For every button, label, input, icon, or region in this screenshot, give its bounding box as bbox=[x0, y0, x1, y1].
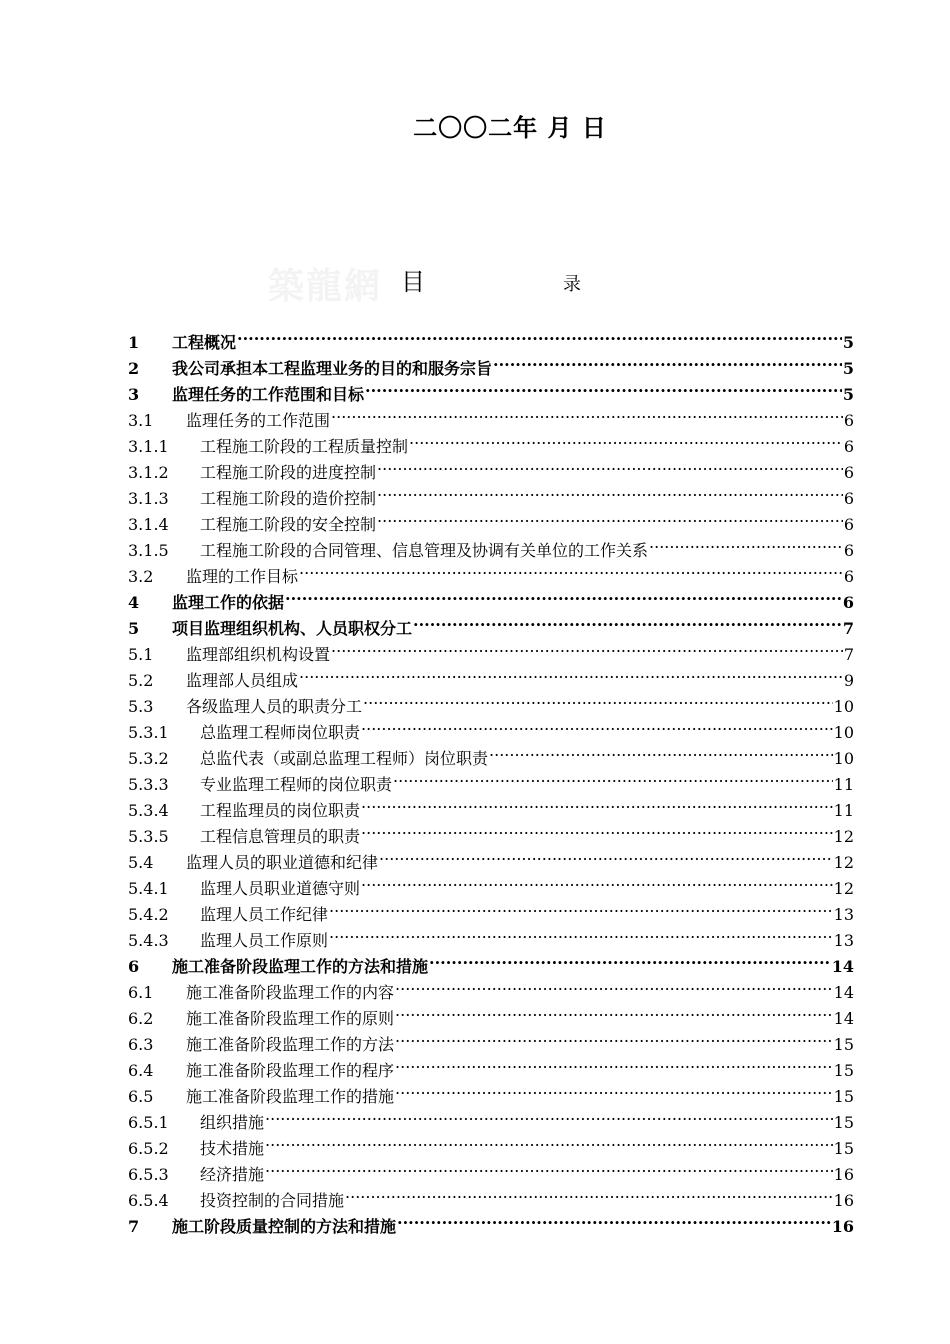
toc-entry-page: 14 bbox=[831, 957, 854, 976]
toc-entry-number: 6.5.1 bbox=[128, 1113, 169, 1132]
toc-entry-number: 5.1 bbox=[128, 645, 154, 664]
toc-entry-title: 工程施工阶段的进度控制 bbox=[200, 463, 377, 482]
toc-leader-dots bbox=[379, 842, 833, 868]
toc-leader-dots bbox=[395, 998, 833, 1024]
toc-leader-dots bbox=[361, 868, 833, 894]
toc-leader-dots bbox=[331, 400, 843, 426]
toc-leader-dots bbox=[395, 1050, 833, 1076]
toc-entry-page: 15 bbox=[833, 1139, 854, 1158]
toc-leader-dots bbox=[377, 452, 843, 478]
toc-leader-dots bbox=[285, 582, 842, 608]
toc-entry-title: 投资控制的合同措施 bbox=[200, 1191, 345, 1210]
toc-leader-dots bbox=[649, 530, 843, 556]
toc-entry-page: 9 bbox=[843, 671, 854, 690]
toc-entry-number: 6.5 bbox=[128, 1087, 154, 1106]
toc-entry-page: 13 bbox=[833, 931, 854, 950]
toc-entry-title: 监理人员的职业道德和纪律 bbox=[186, 853, 379, 872]
toc-entry-page: 6 bbox=[843, 541, 854, 560]
toc-entry-page: 16 bbox=[831, 1217, 854, 1236]
toc-entry-title: 技术措施 bbox=[200, 1139, 265, 1158]
toc-entry-number: 6.4 bbox=[128, 1061, 154, 1080]
toc-leader-dots bbox=[365, 374, 842, 400]
toc-entry-page: 16 bbox=[833, 1165, 854, 1184]
toc-entry-title: 监理的工作目标 bbox=[186, 567, 299, 586]
toc-entry-number: 3.1 bbox=[128, 411, 154, 430]
toc-leader-dots bbox=[397, 1206, 831, 1232]
toc-entry-page: 11 bbox=[833, 775, 854, 794]
toc-entry-page: 11 bbox=[833, 801, 854, 820]
toc-entry-page: 14 bbox=[833, 1009, 854, 1028]
toc-entry-page: 6 bbox=[843, 515, 854, 534]
toc-entry-title: 监理人员工作纪律 bbox=[200, 905, 329, 924]
toc-entry-page: 16 bbox=[833, 1191, 854, 1210]
toc-entry-page: 6 bbox=[843, 567, 854, 586]
toc-entry-number: 5.3 bbox=[128, 697, 154, 716]
toc-entry-number: 3.1.3 bbox=[128, 489, 169, 508]
table-of-contents bbox=[128, 322, 854, 1236]
toc-entry-page: 5 bbox=[842, 333, 854, 352]
toc-entry-title: 监理工作的依据 bbox=[172, 593, 285, 612]
toc-entry-title: 监理部人员组成 bbox=[186, 671, 299, 690]
toc-leader-dots bbox=[265, 1102, 833, 1128]
toc-entry-title: 工程施工阶段的安全控制 bbox=[200, 515, 377, 534]
toc-leader-dots bbox=[345, 1180, 833, 1206]
toc-entry-number: 3.1.4 bbox=[128, 515, 169, 534]
toc-entry-number: 3.1.1 bbox=[128, 437, 169, 456]
toc-entry-number: 5 bbox=[128, 619, 140, 638]
toc-entry[interactable] bbox=[128, 348, 854, 378]
toc-entry-title: 监理任务的工作范围 bbox=[186, 411, 331, 430]
toc-entry-title: 我公司承担本工程监理业务的目的和服务宗旨 bbox=[172, 359, 493, 378]
toc-leader-dots bbox=[361, 816, 833, 842]
toc-entry-title: 监理部组织机构设置 bbox=[186, 645, 331, 664]
toc-entry-title: 监理人员职业道德守则 bbox=[200, 879, 361, 898]
toc-entry-page: 6 bbox=[843, 489, 854, 508]
toc-entry-title: 监理人员工作原则 bbox=[200, 931, 329, 950]
toc-entry-title: 工程信息管理员的职责 bbox=[200, 827, 361, 846]
toc-entry-title: 施工准备阶段监理工作的措施 bbox=[186, 1087, 395, 1106]
toc-entry-number: 3.1.2 bbox=[128, 463, 169, 482]
toc-entry-title: 施工准备阶段监理工作的方法和措施 bbox=[172, 957, 429, 976]
toc-entry-number: 5.3.4 bbox=[128, 801, 169, 820]
toc-entry-page: 10 bbox=[833, 749, 854, 768]
toc-entry-page: 6 bbox=[842, 593, 854, 612]
toc-entry-title: 工程施工阶段的造价控制 bbox=[200, 489, 377, 508]
toc-entry-title: 总监理工程师岗位职责 bbox=[200, 723, 361, 742]
toc-entry-number: 5.3.1 bbox=[128, 723, 169, 742]
toc-leader-dots bbox=[493, 348, 842, 374]
toc-entry-number: 5.4.1 bbox=[128, 879, 169, 898]
toc-entry-page: 13 bbox=[833, 905, 854, 924]
toc-entry-number: 1 bbox=[128, 333, 140, 352]
toc-entry-title: 施工阶段质量控制的方法和措施 bbox=[172, 1217, 397, 1236]
toc-entry-number: 3.2 bbox=[128, 567, 154, 586]
toc-leader-dots bbox=[413, 608, 842, 634]
toc-entry-page: 12 bbox=[833, 853, 854, 872]
toc-entry-number: 5.4.2 bbox=[128, 905, 169, 924]
toc-entry-page: 6 bbox=[843, 437, 854, 456]
toc-title-part1: 目 bbox=[401, 268, 425, 296]
toc-leader-dots bbox=[361, 712, 833, 738]
toc-entry-number: 5.2 bbox=[128, 671, 154, 690]
toc-entry-number: 4 bbox=[128, 593, 140, 612]
toc-entry-number: 5.4.3 bbox=[128, 931, 169, 950]
toc-leader-dots bbox=[331, 634, 843, 660]
toc-entry-number: 5.4 bbox=[128, 853, 154, 872]
toc-leader-dots bbox=[265, 1154, 833, 1180]
toc-entry-title: 各级监理人员的职责分工 bbox=[186, 697, 363, 716]
toc-entry-page: 5 bbox=[842, 385, 854, 404]
toc-entry[interactable] bbox=[128, 322, 854, 352]
toc-entry-title: 工程监理员的岗位职责 bbox=[200, 801, 361, 820]
toc-entry-number: 5.3.3 bbox=[128, 775, 169, 794]
toc-entry-number: 6 bbox=[128, 957, 140, 976]
toc-leader-dots bbox=[489, 738, 833, 764]
toc-entry-page: 6 bbox=[843, 411, 854, 430]
toc-entry-page: 15 bbox=[833, 1035, 854, 1054]
toc-leader-dots bbox=[329, 894, 833, 920]
toc-entry-number: 5.3.2 bbox=[128, 749, 169, 768]
toc-entry-title: 工程施工阶段的工程质量控制 bbox=[200, 437, 409, 456]
toc-entry-title: 经济措施 bbox=[200, 1165, 265, 1184]
toc-entry-title: 施工准备阶段监理工作的原则 bbox=[186, 1009, 395, 1028]
toc-leader-dots bbox=[395, 1024, 833, 1050]
toc-leader-dots bbox=[363, 686, 833, 712]
toc-entry-number: 3.1.5 bbox=[128, 541, 169, 560]
toc-entry-number: 5.3.5 bbox=[128, 827, 169, 846]
toc-leader-dots bbox=[329, 920, 833, 946]
toc-leader-dots bbox=[393, 764, 833, 790]
watermark-logo: 築龍網 bbox=[268, 265, 383, 307]
toc-entry-title: 施工准备阶段监理工作的程序 bbox=[186, 1061, 395, 1080]
toc-entry-page: 5 bbox=[842, 359, 854, 378]
toc-leader-dots bbox=[395, 1076, 833, 1102]
toc-entry-title: 施工准备阶段监理工作的方法 bbox=[186, 1035, 395, 1054]
toc-leader-dots bbox=[429, 946, 831, 972]
toc-entry-number: 6.2 bbox=[128, 1009, 154, 1028]
toc-entry-title: 组织措施 bbox=[200, 1113, 265, 1132]
toc-entry-title: 项目监理组织机构、人员职权分工 bbox=[172, 619, 413, 638]
toc-leader-dots bbox=[409, 426, 843, 452]
toc-entry-number: 3 bbox=[128, 385, 140, 404]
toc-leader-dots bbox=[361, 790, 833, 816]
toc-entry-page: 10 bbox=[833, 697, 854, 716]
toc-entry-number: 6.5.4 bbox=[128, 1191, 169, 1210]
toc-entry-title: 工程概况 bbox=[172, 333, 237, 352]
toc-entry-page: 15 bbox=[833, 1087, 854, 1106]
toc-entry-title: 专业监理工程师的岗位职责 bbox=[200, 775, 393, 794]
date-line: 二〇〇二年 月 日 bbox=[413, 114, 607, 142]
toc-leader-dots bbox=[377, 478, 843, 504]
toc-leader-dots bbox=[377, 504, 843, 530]
toc-entry-number: 6.3 bbox=[128, 1035, 154, 1054]
toc-entry-page: 15 bbox=[833, 1113, 854, 1132]
toc-entry-number: 2 bbox=[128, 359, 140, 378]
toc-leader-dots bbox=[265, 1128, 833, 1154]
toc-entry-title: 监理任务的工作范围和目标 bbox=[172, 385, 365, 404]
toc-entry-page: 10 bbox=[833, 723, 854, 742]
toc-leader-dots bbox=[237, 322, 842, 348]
toc-entry-page: 12 bbox=[833, 827, 854, 846]
toc-entry-page: 14 bbox=[833, 983, 854, 1002]
toc-leader-dots bbox=[395, 972, 833, 998]
toc-entry-page: 15 bbox=[833, 1061, 854, 1080]
toc-entry-number: 6.1 bbox=[128, 983, 154, 1002]
toc-leader-dots bbox=[299, 556, 843, 582]
toc-entry-number: 6.5.2 bbox=[128, 1139, 169, 1158]
toc-leader-dots bbox=[299, 660, 843, 686]
toc-title-part2: 录 bbox=[563, 274, 581, 295]
toc-entry-title: 工程施工阶段的合同管理、信息管理及协调有关单位的工作关系 bbox=[200, 541, 649, 560]
toc-entry-page: 7 bbox=[843, 645, 854, 664]
toc-entry-page: 12 bbox=[833, 879, 854, 898]
toc-entry-title: 施工准备阶段监理工作的内容 bbox=[186, 983, 395, 1002]
toc-entry-number: 7 bbox=[128, 1217, 140, 1236]
toc-entry-page: 6 bbox=[843, 463, 854, 482]
toc-entry-number: 6.5.3 bbox=[128, 1165, 169, 1184]
toc-entry-title: 总监代表（或副总监理工程师）岗位职责 bbox=[200, 749, 489, 768]
toc-entry-page: 7 bbox=[842, 619, 854, 638]
